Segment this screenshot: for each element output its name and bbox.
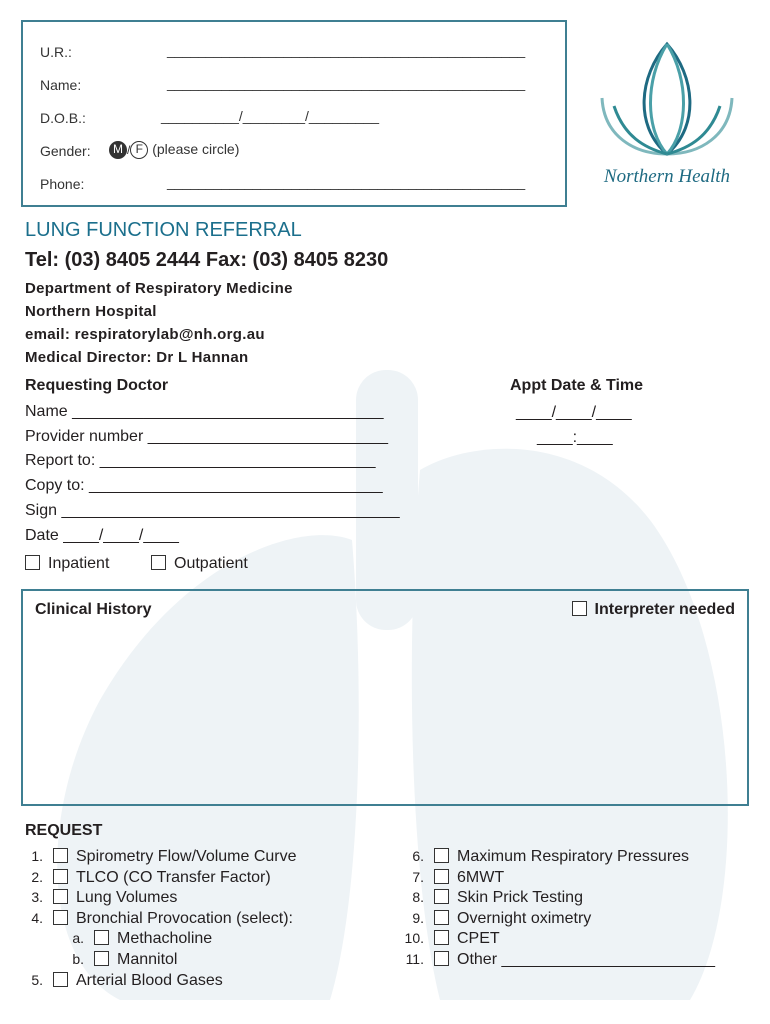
appt-time-field[interactable]: ____:____ [537, 429, 613, 446]
name-field[interactable]: ______________________________________________ [167, 75, 526, 91]
request-checkbox[interactable] [434, 951, 449, 966]
request-checkbox[interactable] [434, 910, 449, 925]
request-checkbox[interactable] [53, 972, 68, 987]
page-title: LUNG FUNCTION REFERRAL [25, 219, 302, 241]
gender-f-option[interactable]: F [130, 141, 148, 159]
request-checkbox[interactable] [94, 930, 109, 945]
request-item[interactable]: 2. TLCO (CO Transfer Factor) [31, 869, 271, 886]
request-item[interactable]: 5. Arterial Blood Gases [31, 972, 223, 989]
request-item[interactable]: 1. Spirometry Flow/Volume Curve [31, 848, 297, 865]
request-checkbox[interactable] [434, 889, 449, 904]
request-checkbox[interactable] [434, 848, 449, 863]
inpatient-checkbox[interactable] [25, 555, 40, 570]
dob-label: D.O.B.: [40, 110, 86, 126]
department-name: Department of Respiratory Medicine [25, 280, 293, 297]
appt-date-field[interactable]: ____/____/____ [516, 404, 632, 421]
request-subitem[interactable]: b. Mannitol [72, 951, 178, 968]
request-item[interactable]: 6. Maximum Respiratory Pressures [412, 848, 690, 865]
logo-wordmark: Northern Health [603, 166, 731, 187]
request-heading: REQUEST [25, 822, 103, 839]
hospital-name: Northern Hospital [25, 303, 157, 320]
request-item[interactable]: 3. Lung Volumes [31, 889, 178, 906]
doctor-name-field[interactable]: Name ___________________________________ [25, 403, 384, 420]
request-item[interactable]: 8. Skin Prick Testing [412, 889, 583, 906]
requesting-doctor-heading: Requesting Doctor [25, 377, 169, 394]
outpatient-label: Outpatient [174, 555, 248, 572]
outpatient-checkbox[interactable] [151, 555, 166, 570]
dob-field[interactable]: __________/________/_________ [161, 108, 380, 124]
provider-number-field[interactable]: Provider number ___________________________ [25, 428, 388, 445]
request-checkbox[interactable] [53, 889, 68, 904]
ur-label: U.R.: [40, 44, 72, 60]
interpreter-checkbox[interactable] [572, 601, 587, 616]
request-item[interactable]: 4. Bronchial Provocation (select): [31, 910, 293, 927]
contact-email: email: respiratorylab@nh.org.au [25, 326, 265, 343]
gender-label: Gender: [40, 143, 91, 159]
name-label: Name: [40, 77, 82, 93]
request-checkbox[interactable] [94, 951, 109, 966]
date-field[interactable]: Date ____/____/____ [25, 527, 179, 544]
request-checkbox[interactable] [434, 930, 449, 945]
inpatient-label: Inpatient [48, 555, 110, 572]
copy-to-field[interactable]: Copy to: _________________________________ [25, 477, 383, 494]
interpreter-option[interactable] [572, 601, 735, 619]
request-item[interactable]: 10. CPET [404, 930, 500, 947]
phone-field[interactable]: ______________________________________________ [167, 174, 526, 190]
request-item[interactable]: 9. Overnight oximetry [412, 910, 592, 927]
interpreter-label: Interpreter needed [594, 601, 735, 618]
request-item[interactable]: 7. 6MWT [412, 869, 505, 886]
sign-field[interactable]: Sign ______________________________________ [25, 502, 400, 519]
request-item[interactable]: 11. Other ________________________ [405, 951, 716, 968]
phone-label: Phone: [40, 176, 85, 192]
contact-phone-fax: Tel: (03) 8405 2444 Fax: (03) 8405 8230 [25, 249, 389, 271]
request-checkbox[interactable] [434, 869, 449, 884]
medical-director: Medical Director: Dr L Hannan [25, 349, 249, 366]
clinical-history-box[interactable] [21, 589, 749, 806]
ur-field[interactable]: ______________________________________________ [167, 42, 526, 58]
report-to-field[interactable]: Report to: _______________________________ [25, 452, 376, 469]
request-subitem[interactable]: a. Methacholine [72, 930, 213, 947]
clinical-history-title: Clinical History [35, 601, 152, 618]
patient-details-box: U.R.: ______________________________________________ Name: ______________________________________________ D.O.B.: __________/________/_________ Gender: M / F (please circle) Phone: ______________________________________________ [21, 20, 567, 207]
outpatient-option[interactable] [151, 555, 248, 573]
gender-hint: (please circle) [152, 141, 240, 157]
request-checkbox[interactable] [53, 869, 68, 884]
gender-m-option[interactable]: M [109, 141, 127, 159]
request-checkbox[interactable] [53, 910, 68, 925]
appt-heading: Appt Date & Time [510, 377, 644, 394]
inpatient-option[interactable] [25, 555, 109, 573]
request-checkbox[interactable] [53, 848, 68, 863]
